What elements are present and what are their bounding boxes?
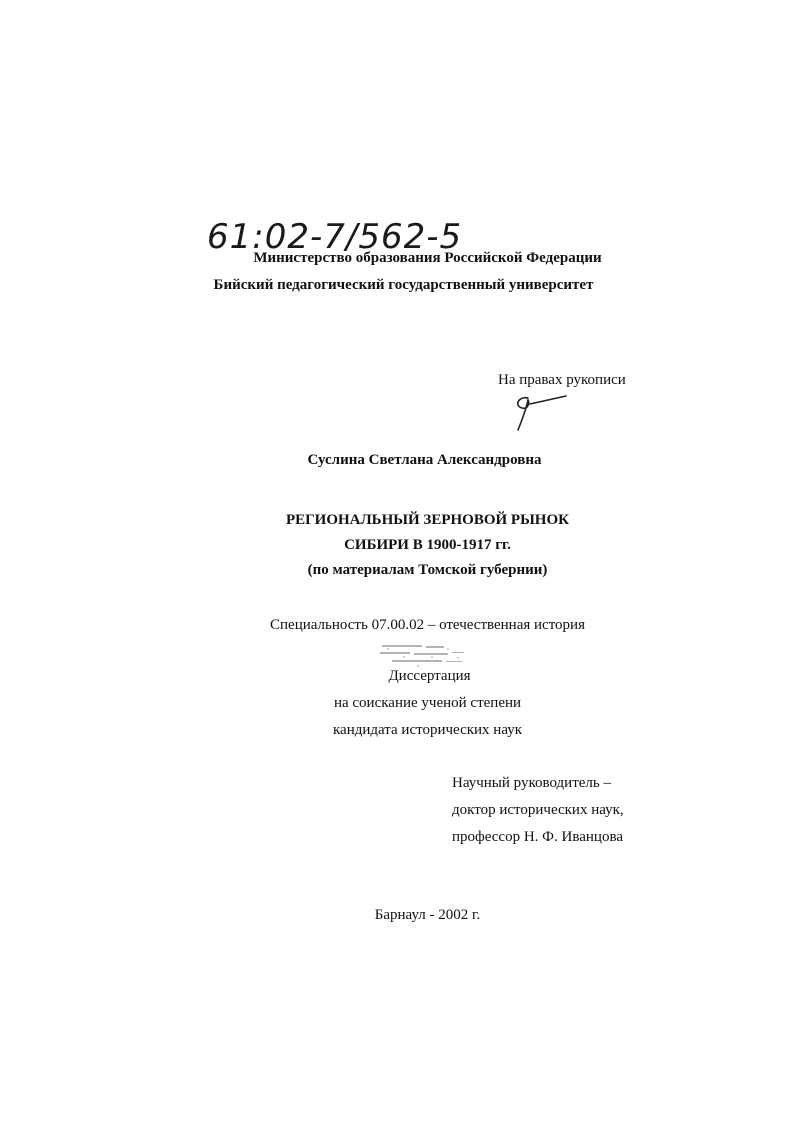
degree-purpose: на соискание ученой степени xyxy=(333,695,522,711)
ministry-name: Министерство образования Российской Федерации xyxy=(253,250,602,266)
faded-stamp-image xyxy=(378,642,470,670)
dissertation-title-line-3: (по материалам Томской губернии) xyxy=(307,562,548,578)
manuscript-rights-note: На правах рукописи xyxy=(498,372,626,388)
document-type: Диссертация xyxy=(388,668,471,684)
place-and-year: Барнаул - 2002 г. xyxy=(374,907,481,923)
signature xyxy=(508,392,578,434)
dissertation-title-line-1: РЕГИОНАЛЬНЫЙ ЗЕРНОВОЙ РЫНОК xyxy=(285,512,570,528)
supervisor-degree: доктор исторических наук, xyxy=(452,802,624,818)
supervisor-role: Научный руководитель – xyxy=(452,775,611,791)
university-name: Бийский педагогический государственный университет xyxy=(213,277,594,293)
author-name: Суслина Светлана Александровна xyxy=(307,452,542,468)
dissertation-title-line-2: СИБИРИ В 1900-1917 гг. xyxy=(344,537,511,553)
degree-name: кандидата исторических наук xyxy=(332,722,523,738)
specialty: Специальность 07.00.02 – отечественная история xyxy=(270,617,585,633)
svg-text:61:02-7/562-5: 61:02-7/562-5 xyxy=(207,217,463,257)
supervisor-name: профессор Н. Ф. Иванцова xyxy=(452,829,623,845)
